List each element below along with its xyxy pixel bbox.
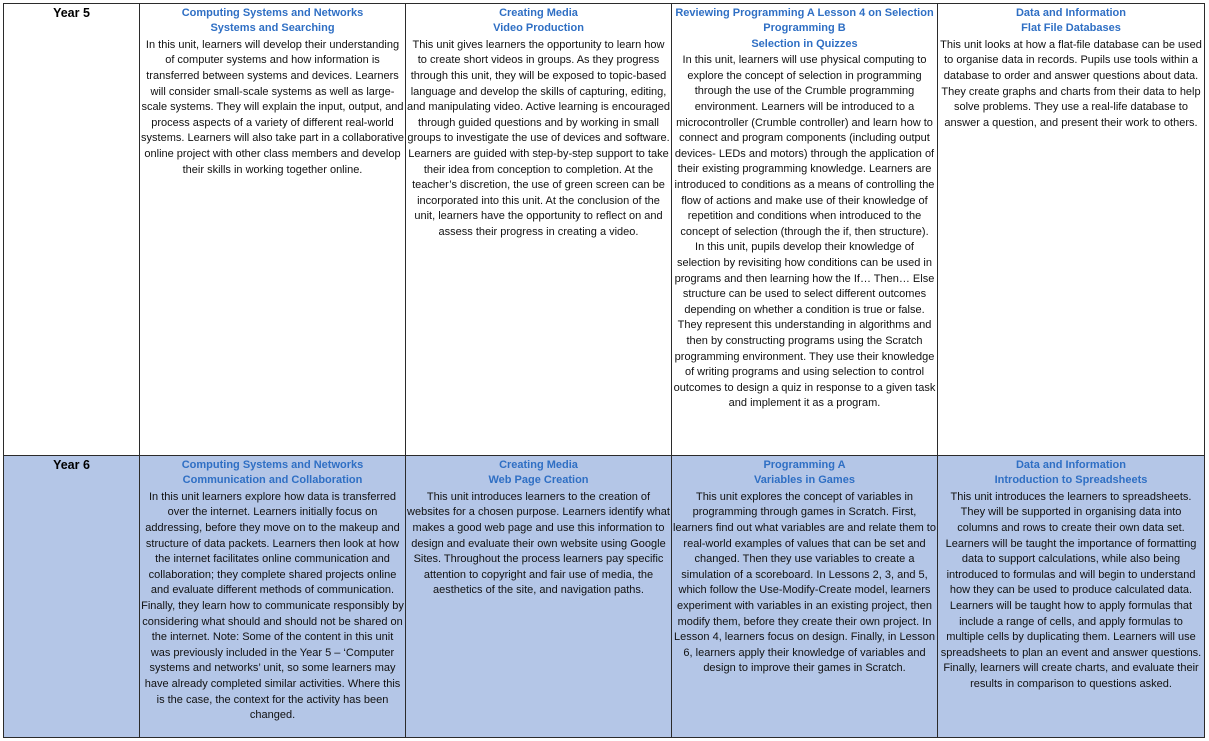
unit-name-title: Flat File Databases xyxy=(1021,22,1121,35)
unit-description xyxy=(672,490,937,677)
unit-name-title: Communication and Collaboration xyxy=(182,474,363,487)
table-row-year-5 xyxy=(4,4,1205,456)
unit-cell xyxy=(672,456,938,738)
unit-cell xyxy=(938,4,1205,456)
unit-cell xyxy=(406,456,672,738)
unit-cell xyxy=(140,456,406,738)
unit-description-paragraph: This unit looks at how a flat-file database can be used to organise data in records. Pupils use tools within a database to order and answer questions about data. They create graphs and charts from their data to help solve problems. They use a real-life database to answer a question, and present their work to others. xyxy=(940,38,1202,129)
year-label: Year 5 xyxy=(4,4,140,456)
unit-description xyxy=(140,490,405,724)
curriculum-table xyxy=(3,3,1205,738)
unit-name-title: Video Production xyxy=(493,22,584,35)
unit-description-paragraph: In this unit, pupils develop their knowledge of selection by revisiting how conditions can be used in programs and then learning how the If… Then… Else structure can be used to select different outcomes depending on whether a condition is true or false. They represent this understanding in algorithms and then by constructing programs using the Scratch programming environment. They use their knowledge of writing programs and using selection to control outcomes to design a quiz in response to a given task and implement it as a program. xyxy=(673,241,936,410)
unit-description xyxy=(406,38,671,241)
unit-description-paragraph: In this unit, learners will use physical computing to explore the concept of selection in programming through the use of the Crumble programming environment. Learners will be introduced to a microcontroller (Crumble controller) and learn how to connect and program components (including output devices- LEDs and motors) through the application of their existing programming knowledge. Learners are introduced to conditions as a means of controlling the flow of actions and make use of their knowledge of repetition and conditions when introduced to the concept of selection (through the if, then structure). xyxy=(674,54,935,238)
table-row-year-6 xyxy=(4,456,1205,738)
unit-description xyxy=(938,38,1204,132)
unit-name-title: Selection in Quizzes xyxy=(751,37,858,50)
year-label: Year 6 xyxy=(4,456,140,738)
unit-description-paragraph: This unit introduces the learners to spreadsheets. They will be supported in organising data into columns and rows to create their own data set. Learners will be taught the importance of formatting data to support calculations, while also being introduced to formulas and will begin to understand how they can be used to produce calculated data. Learners will be taught how to apply formulas that include a range of cells, and apply formulas to multiple cells by duplicating them. Learners will use spreadsheets to plan an event and answer questions. Finally, learners will create charts, and evaluate their results in comparison to questions asked. xyxy=(940,490,1202,690)
unit-subject-title: Creating Media xyxy=(499,7,578,19)
unit-name-title: Web Page Creation xyxy=(488,474,589,487)
unit-review-title: Reviewing Programming A Lesson 4 on Selection xyxy=(675,7,934,19)
unit-subject-title: Creating Media xyxy=(499,459,578,471)
unit-cell xyxy=(406,4,672,456)
unit-cell xyxy=(140,4,406,456)
unit-description xyxy=(672,53,937,412)
unit-name-title: Variables in Games xyxy=(754,474,855,487)
unit-description-paragraph: This unit explores the concept of variables in programming through games in Scratch. First, learners find out what variables are and relate them to real-world examples of values that can be set and changed. Then they use variables to create a simulation of a scoreboard. In Lessons 2, 3, and 5, which follow the Use-Modify-Create model, learners experiment with variables in an existing project, then modify them, before they create their own project. In Lesson 4, learners focus on design. Finally, in Lesson 6, learners apply their knowledge of variables and design to improve their games in Scratch. xyxy=(673,490,936,675)
unit-subject-title: Computing Systems and Networks xyxy=(181,459,364,471)
unit-cell xyxy=(672,4,938,456)
unit-subject-title: Data and Information xyxy=(1015,459,1126,471)
unit-description-paragraph: This unit introduces learners to the creation of websites for a chosen purpose. Learners identify what makes a good web page and use this information to design and evaluate their own website using Google Sites. Throughout the process learners pay specific attention to copyright and fair use of media, the aesthetics of the site, and navigation paths. xyxy=(407,490,670,597)
unit-subject-title: Data and Information xyxy=(1015,7,1126,19)
unit-description-paragraph: This unit gives learners the opportunity to learn how to create short videos in groups. As they progress through this unit, they will be exposed to topic-based language and develop the skills of capturing, editing, and manipulating video. Active learning is encouraged through guided questions and by working in small groups to investigate the use of devices and software. Learners are guided with step-by-step support to take their idea from conception to completion. At the teacher’s discretion, the use of green screen can be incorporated into this unit. At the conclusion of the unit, learners have the opportunity to reflect on and assess their progress in creating a video. xyxy=(407,38,670,238)
unit-description-paragraph: In this unit learners explore how data is transferred over the internet. Learners initially focus on addressing, before they move on to the makeup and structure of data packets. Learners then look at how the internet facilitates online communication and collaboration; they complete shared projects online and evaluate different methods of communication. Finally, they learn how to communicate responsibly by considering what should and should not be shared on the internet. Note: Some of the content in this unit was previously included in the Year 5 – ‘Computer systems and networks’ unit, so some learners may have already completed similar activities. Where this is the case, the context for the activity has been changed. xyxy=(141,490,404,722)
unit-subject-title: Computing Systems and Networks xyxy=(181,7,364,19)
unit-description xyxy=(406,490,671,599)
unit-cell xyxy=(938,456,1205,738)
unit-subject-title: Programming A xyxy=(763,459,846,471)
unit-description xyxy=(140,38,405,178)
unit-subject-title: Programming B xyxy=(763,22,846,35)
unit-description xyxy=(938,490,1204,693)
unit-name-title: Introduction to Spreadsheets xyxy=(994,474,1148,487)
unit-description-paragraph: In this unit, learners will develop their understanding of computer systems and how information is transferred between systems and devices. Learners will consider small-scale systems as well as large-scale systems. They will explain the input, output, and process aspects of a variety of different real-world systems. Learners will also take part in a collaborative online project with other class members and develop their skills in working together online. xyxy=(141,38,404,176)
unit-name-title: Systems and Searching xyxy=(210,22,335,35)
